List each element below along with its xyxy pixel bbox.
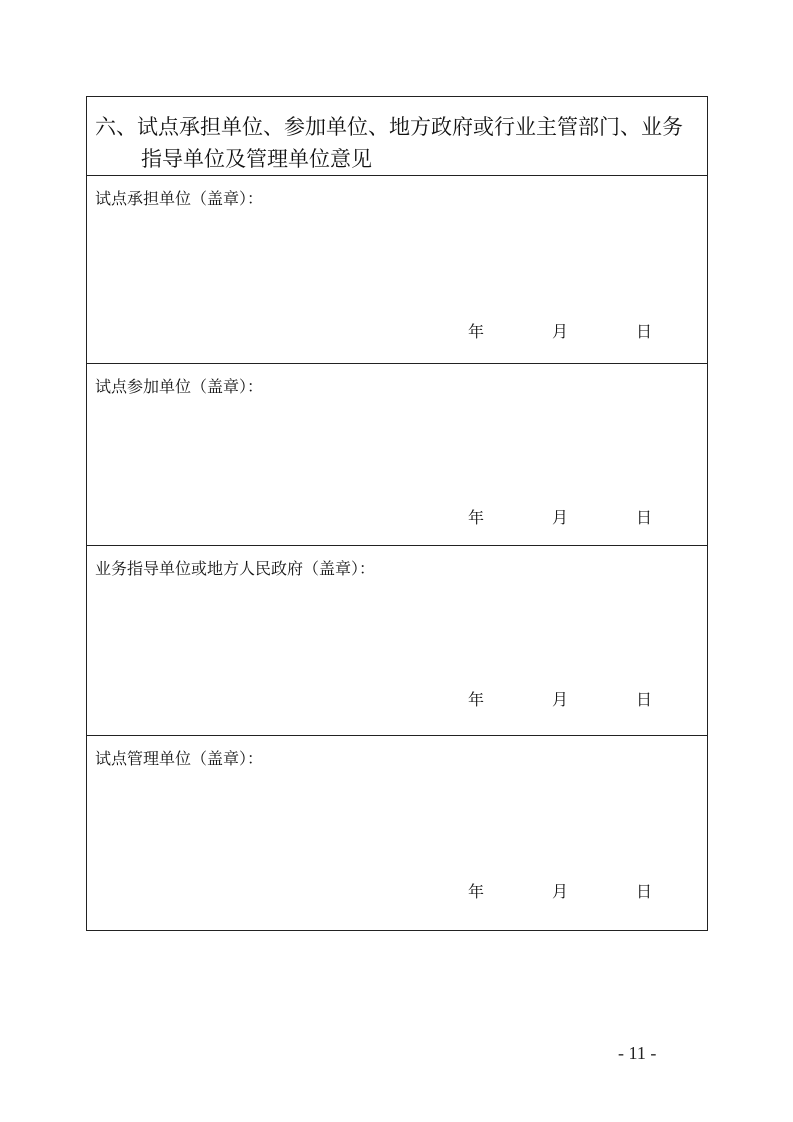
opinion-form-table <box>86 96 708 931</box>
section-label: 试点管理单位（盖章）： <box>95 749 264 768</box>
section-label: 业务指导单位或地方人民政府（盖章）： <box>95 559 376 578</box>
date-year-label: 年 <box>468 690 485 709</box>
date-month-label: 月 <box>552 690 569 709</box>
form-header <box>87 97 707 176</box>
date-day-label: 日 <box>636 508 653 527</box>
date-day-label: 日 <box>636 690 653 709</box>
date-day-label: 日 <box>636 882 653 901</box>
date-day-label: 日 <box>636 322 653 341</box>
form-title-line-2: 指导单位及管理单位意见 <box>141 147 372 171</box>
page-number: - 11 - <box>618 1043 657 1063</box>
date-year-label: 年 <box>468 882 485 901</box>
section-label: 试点承担单位（盖章）： <box>95 189 264 208</box>
form-title-line-1: 六、试点承担单位、参加单位、地方政府或行业主管部门、业务 <box>95 115 683 139</box>
date-year-label: 年 <box>468 508 485 527</box>
section-label: 试点参加单位（盖章）： <box>95 377 264 396</box>
section-guidance-unit <box>87 546 707 736</box>
date-year-label: 年 <box>468 322 485 341</box>
section-participating-unit <box>87 364 707 546</box>
section-management-unit <box>87 736 707 930</box>
date-month-label: 月 <box>552 322 569 341</box>
date-month-label: 月 <box>552 882 569 901</box>
date-month-label: 月 <box>552 508 569 527</box>
section-undertaking-unit <box>87 176 707 364</box>
